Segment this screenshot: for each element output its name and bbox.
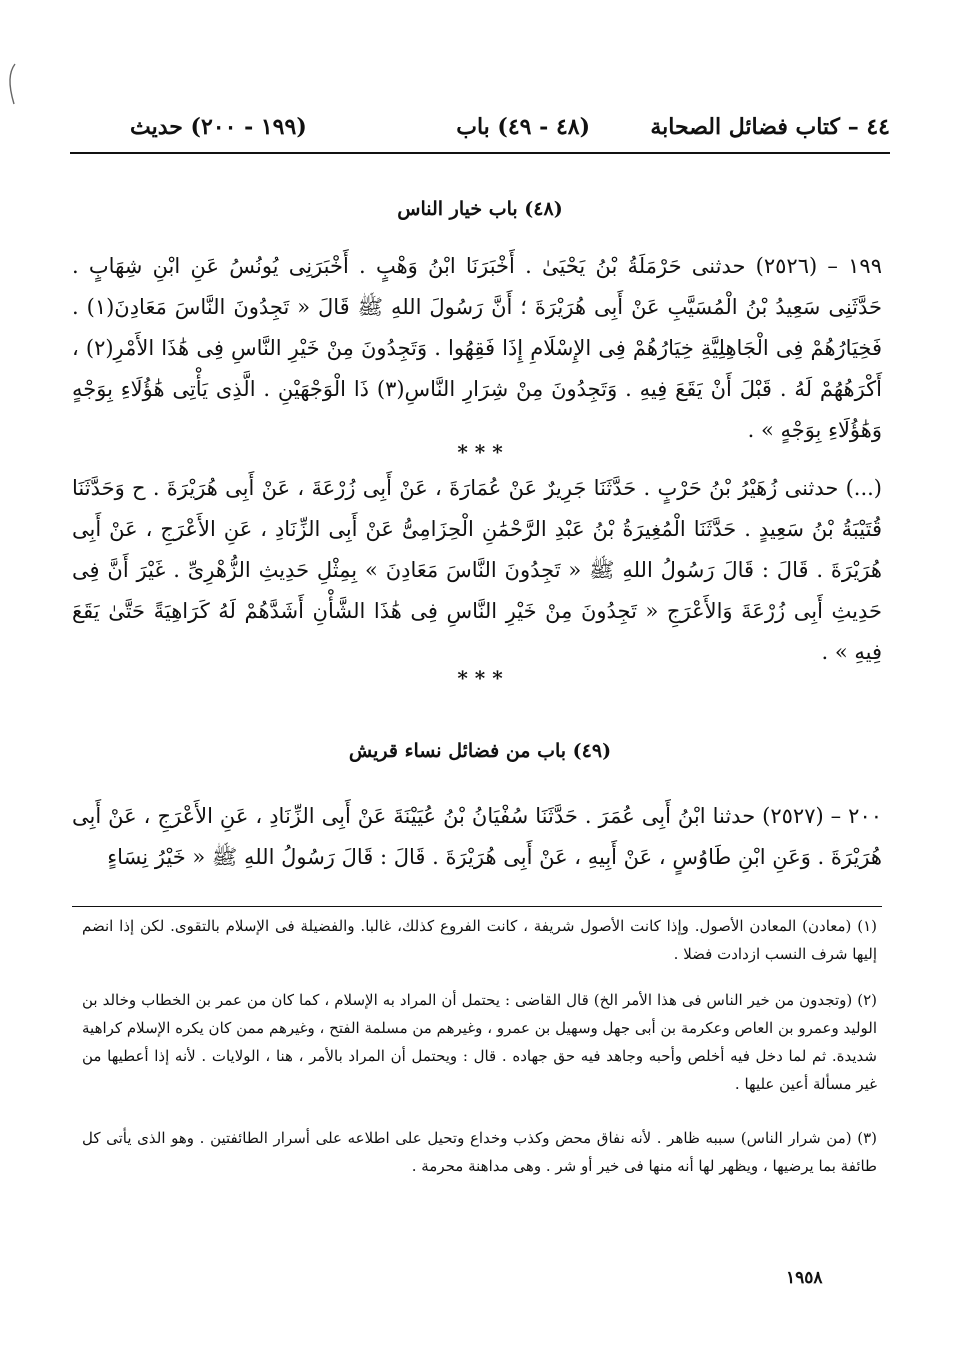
- section-48-title: (٤٨) باب خيار الناس: [397, 198, 563, 220]
- hadith-199-variant: (...) حدثنى زُهَيْرُ بْنُ حَرْبٍ . حَدَّثَنَا جَرِيرٌ عَنْ عُمَارَةَ ، عَنْ أَبِى زُرْعَةَ ، عَنْ أَبِى هُرَيْرَةَ . ح وَحَدَّثَنَا قُتَيْبَةُ بْنُ سَعِيدٍ . حَدَّثَنَا الْمُغِيرَةُ بْنُ عَبْدِ الرَّحْمَٰنِ الْحِزَامِىُّ عَنْ أَبِى الزِّنَادِ ، عَنِ الأَعْرَجِ ، عَنْ أَبِى هُرَيْرَةَ . قَالَ : قَالَ رَسُولُ اللهِ ﷺ « تَجِدُونَ النَّاسَ مَعَادِنَ » بِمِثْلِ حَدِيثِ الزُّهْرِىِّ . غَيْرَ أَنَّ فِى حَدِيثِ أَبِى زُرْعَةَ وَالأَعْرَجِ « تَجِدُونَ مِنْ خَيْرِ النَّاسِ فِى هَٰذَا الشَّأْنِ أَشَدَّهُمْ لَهُ كَرَاهِيَةً حَتَّىٰ يَقَعَ فِيهِ » .: [72, 476, 882, 664]
- header-divider: [70, 152, 890, 154]
- hadith-199: ١٩٩ – (٢٥٢٦) حدثنى حَرْمَلَةُ بْنُ يَحْيَىٰ . أَخْبَرَنَا ابْنُ وَهْبٍ . أَخْبَرَنِى يُونُسُ عَنِ ابْنِ شِهَابٍ . حَدَّثَنِى سَعِيدُ بْنُ الْمُسَيَّبِ عَنْ أَبِى هُرَيْرَةَ ؛ أَنَّ رَسُولَ اللهِ ﷺ قَالَ « تَجِدُونَ النَّاسَ مَعَادِنَ(١) . فَخِيَارُهُمْ فِى الْجَاهِلِيَّةِ خِيَارُهُمْ فِى الإِسْلَامِ إِذَا فَقِهُوا . وَتَجِدُونَ مِنْ خَيْرِ النَّاسِ فِى هَٰذَا الأَمْرِ(٢) ، أَكْرَهُهُمْ لَهُ . قَبْلَ أَنْ يَقَعَ فِيهِ . وَتَجِدُونَ مِنْ شِرَارِ النَّاسِ(٣) ذَا الْوَجْهَيْنِ . الَّذِى يَأْتِى هَٰؤُلَاءِ بِوَجْهٍ وَهَٰؤُلَاءِ بِوَجْهٍ » .: [72, 254, 883, 442]
- footnote-2: (٢) (وتجدون من خير الناس فى هذا الأمر الخ) قال القاضى : يحتمل أن المراد به الإسلام ، كما كان من عمر بن الخطاب وخالد بن الوليد وعمرو بن العاص وعكرمة بن أبى جهل وسهيل بن عمرو ، وغيرهم من مسلمة الفتح ، وغيرهم ممن كان يكره الإسلام كراهية شديدة. ثم لما دخل فيه أخلص وأحبه وجاهد فيه حق جهاده . قال : ويحتمل أن المراد بالأمر ، هنا ، الولايات . لأنه إذا أعطيها من غير مسألة أعين عليها .: [82, 991, 877, 1093]
- header-book-title: ٤٤ – كتاب فضائل الصحابة: [650, 114, 890, 140]
- margin-pencil-mark: [6, 62, 20, 106]
- separator-stars: * * *: [457, 440, 503, 464]
- footnote-3: (٣) (من شرار الناس) سببه ظاهر . لأنه نفاق محض وكذب وخداع وتحيل على اطلاعه على أسرار الطائفتين . وهو الذى يأتى كل طائفة بما يرضيها ، ويظهر لها أنه منها فى خير أو شر . وهى مداهنة محرمة .: [82, 1129, 877, 1175]
- header-chapter-range: (٤٨ - ٤٩) باب: [456, 114, 590, 140]
- running-header: [70, 108, 890, 152]
- hadith-200: ٢٠٠ – (٢٥٢٧) حدثنا ابْنُ أَبِى عُمَرَ . حَدَّثَنَا سُفْيَانُ بْنُ عُيَيْنَةَ عَنْ أَبِى الزِّنَادِ ، عَنِ الأَعْرَجِ ، عَنْ أَبِى هُرَيْرَةَ . وَعَنِ ابْنِ طَاوُسٍ ، عَنْ أَبِيهِ ، عَنْ أَبِى هُرَيْرَةَ . قَالَ : قَالَ رَسُولُ اللهِ ﷺ « خَيْرُ نِسَاءٍ: [72, 804, 883, 869]
- separator-stars: * * *: [457, 666, 503, 690]
- header-hadith-range: (١٩٩ - ٢٠٠) حديث: [130, 114, 307, 140]
- section-49-title: (٤٩) باب من فضائل نساء قريش: [348, 740, 612, 762]
- page-number: ١٩٥٨: [786, 1268, 823, 1288]
- footnote-1: (١) (معادن) المعادن الأصول. وإذا كانت الأصول شريفة ، كانت الفروع كذلك، غالبا. والفضيلة فى الإسلام بالتقوى. لكن إذا انضم إليها شرف النسب ازدادت فضلا .: [82, 917, 877, 963]
- footnote-divider: [72, 906, 882, 907]
